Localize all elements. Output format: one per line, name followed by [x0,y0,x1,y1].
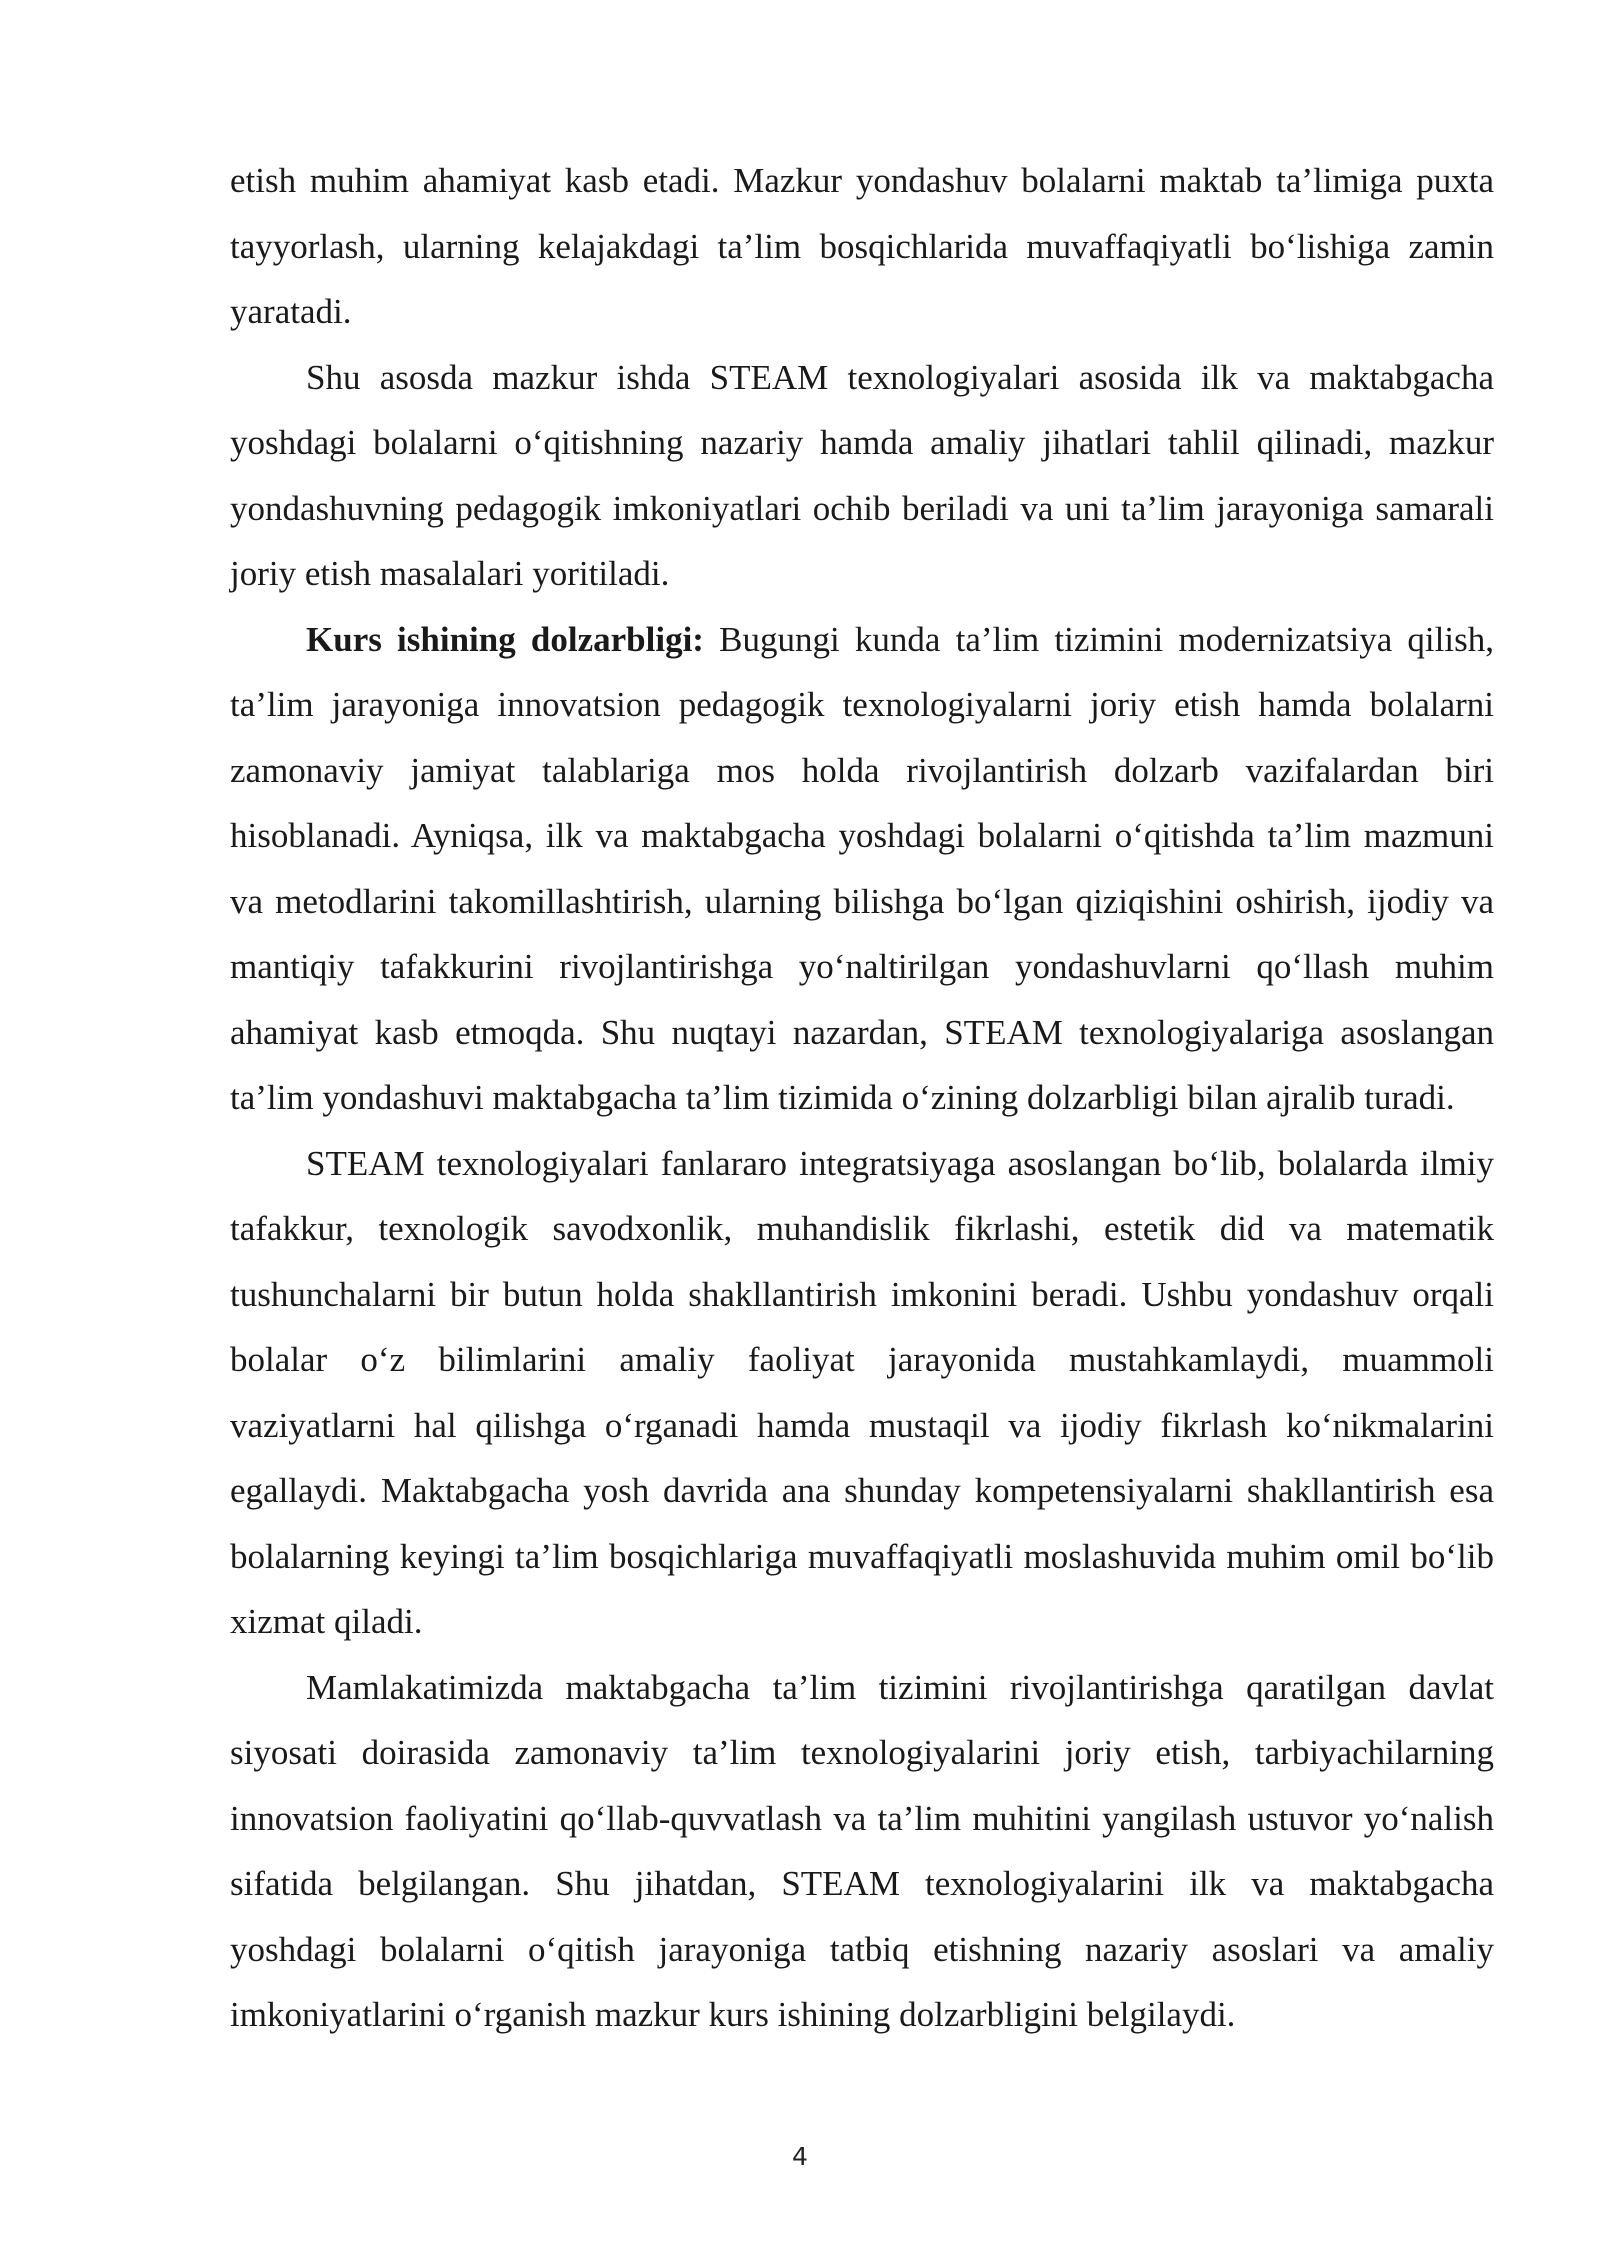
paragraph-steam-basis [230,345,1494,607]
paragraph-text: etish muhim ahamiyat kasb etadi. Mazkur yondashuv bolalarni maktab ta’limiga puxta tayyorlash, ularning kelajakdagi ta’lim bosqichlarida muvaffaqiyatli bo‘lishiga zamin yaratadi. [230,161,1494,331]
paragraph-text: STEAM texnologiyalari fanlararo integratsiyaga asoslangan bo‘lib, bolalarda ilmiy tafakkur, texnologik savodxonlik, muhandislik fikrlashi, estetik did va matematik tushunchalarni bir butun holda shakllantirish imkonini beradi. Ushbu yondashuv orqali bolalar o‘z bilimlarini amaliy faoliyat jarayonida mustahkamlaydi, muammoli vaziyatlarni hal qilishga o‘rganadi hamda mustaqil va ijodiy fikrlash ko‘nikmalarini egallaydi. Maktabgacha yosh davrida ana shunday kompetensiyalarni shakllantirish esa bolalarning keyingi ta’lim bosqichlariga muvaffaqiyatli moslashuvida muhim omil bo‘lib xizmat qiladi. [230,1143,1494,1641]
paragraph-steam-integration [230,1131,1494,1655]
paragraph-relevance [230,607,1494,1131]
paragraph-text: Shu asosda mazkur ishda STEAM texnologiyalari asosida ilk va maktabgacha yoshdagi bolalarni o‘qitishning nazariy hamda amaliy jihatlari tahlil qilinadi, mazkur yondashuvning pedagogik imkoniyatlari ochib beriladi va uni ta’lim jarayoniga samarali joriy etish masalalari yoritiladi. [230,357,1494,593]
paragraph-state-policy [230,1655,1494,2048]
body-text [230,148,1494,2048]
paragraph-text: Mamlakatimizda maktabgacha ta’lim tizimini rivojlantirishga qaratilgan davlat siyosati doirasida zamonaviy ta’lim texnologiyalarini joriy etish, tarbiyachilarning innovatsion faoliyatini qo‘llab-quvvatlash va ta’lim muhitini yangilash ustuvor yo‘nalish sifatida belgilangan. Shu jihatdan, STEAM texnologiyalarini ilk va maktabgacha yoshdagi bolalarni o‘qitish jarayoniga tatbiq etishning nazariy asoslari va amaliy imkoniyatlarini o‘rganish mazkur kurs ishining dolzarbligini belgilaydi. [230,1667,1494,2034]
section-lead-heading: Kurs ishining dolzarbligi: [306,619,704,659]
paragraph-continuation [230,148,1494,345]
paragraph-text: Bugungi kunda ta’lim tizimini modernizatsiya qilish, ta’lim jarayoniga innovatsion pedagogik texnologiyalarni joriy etish hamda bolalarni zamonaviy jamiyat talablariga mos holda rivojlantirish dolzarb vazifalardan biri hisoblanadi. Ayniqsa, ilk va maktabgacha yoshdagi bolalarni o‘qitishda ta’lim mazmuni va metodlarini takomillashtirish, ularning bilishga bo‘lgan qiziqishini oshirish, ijodiy va mantiqiy tafakkurini rivojlantirishga yo‘naltirilgan yondashuvlarni qo‘llash muhim ahamiyat kasb etmoqda. Shu nuqtayi nazardan, STEAM texnologiyalariga asoslangan ta’lim yondashuvi maktabgacha ta’lim tizimida o‘zining dolzarbligi bilan ajralib turadi. [230,619,1494,1117]
page-number: 4 [792,2142,808,2171]
